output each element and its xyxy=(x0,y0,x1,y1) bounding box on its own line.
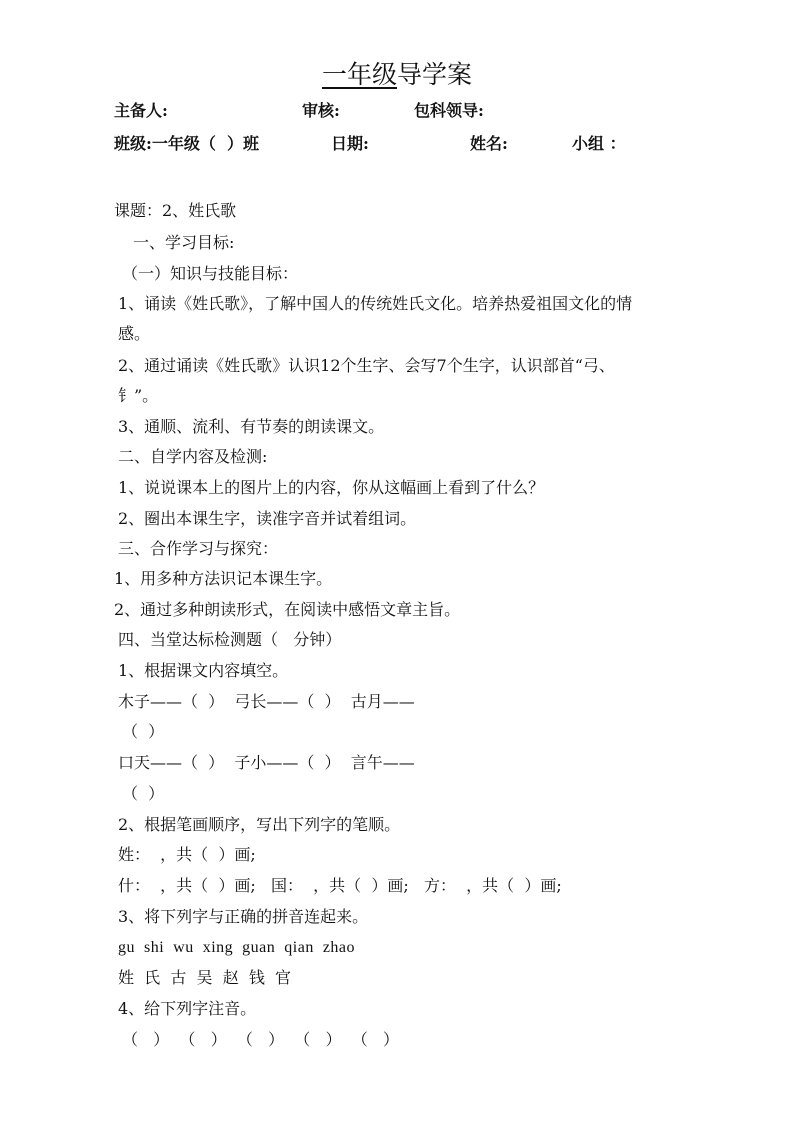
name-label: 姓名: xyxy=(470,134,508,153)
question-4: 4、给下列字注音。 xyxy=(118,999,257,1018)
section-knowledge: （一）知识与技能目标： xyxy=(122,264,299,283)
document-title xyxy=(0,59,794,91)
goal-2-line-2: 钅”。 xyxy=(118,386,159,405)
question-3: 3、将下列字与正确的拼音连起来。 xyxy=(118,907,369,926)
leader-label: 包科领导: xyxy=(414,101,484,120)
goal-3: 3、通顺、流利、有节奏的朗读课文。 xyxy=(118,417,385,436)
question-1-row-2-wrap: （ ） xyxy=(122,784,165,803)
self-study-1: 1、说说课本上的图片上的内容，你从这幅画上看到了什么？ xyxy=(118,478,545,497)
question-1: 1、根据课文内容填空。 xyxy=(118,661,289,680)
question-2: 2、根据笔画顺序，写出下列字的笔顺。 xyxy=(118,815,401,834)
cooperation-2: 2、通过多种朗读形式，在阅读中感悟文章主旨。 xyxy=(114,600,461,619)
class-label: 班级:一年级（ ）班 xyxy=(114,134,260,153)
question-1-row-2: 口天——（ ） 子小——（ ） 言午—— xyxy=(118,753,415,772)
question-3-pinyin: gu shi wu xing guan qian zhao xyxy=(118,939,356,956)
self-study-2: 2、圈出本课生字，读准字音并试着组词。 xyxy=(118,509,417,528)
question-4-blanks: （ ） （ ） （ ） （ ） （ ） xyxy=(122,1030,399,1049)
goal-1-line-2: 感。 xyxy=(118,324,151,343)
section-goals: 一、学习目标: xyxy=(133,233,235,252)
preparer-label: 主备人: xyxy=(114,101,168,120)
section-cooperation: 三、合作学习与探究： xyxy=(118,539,279,558)
title-grade: 一年级 xyxy=(321,60,397,89)
title-rest: 导学案 xyxy=(397,60,473,89)
question-2-row-2: 什： ，共（ ）画; 国： ，共（ ）画; 方： ，共（ ）画; xyxy=(118,876,562,895)
question-1-row-1-wrap: （ ） xyxy=(122,722,165,741)
goal-1-line-1: 1、诵读《姓氏歌》，了解中国人的传统姓氏文化。培养热爱祖国文化的情 xyxy=(118,294,633,313)
question-3-characters: 姓 氏 古 吴 赵 钱 官 xyxy=(118,968,292,987)
section-self-study: 二、自学内容及检测: xyxy=(118,447,268,466)
section-test: 四、当堂达标检测题（ 分钟） xyxy=(118,630,342,649)
date-label: 日期: xyxy=(331,134,369,153)
cooperation-1: 1、用多种方法识记本课生字。 xyxy=(114,569,333,588)
goal-2-line-1: 2、通过诵读《姓氏歌》认识12个生字、会写7个生字，认识部首“弓、 xyxy=(118,356,615,375)
question-2-row-1: 姓： ，共（ ）画; xyxy=(118,845,256,864)
question-1-row-1: 木子——（ ） 弓长——（ ） 古月—— xyxy=(118,692,415,711)
lesson-title: 课题：2、姓氏歌 xyxy=(114,201,237,220)
reviewer-label: 审核: xyxy=(302,101,340,120)
group-label: 小组 ： xyxy=(572,134,626,153)
